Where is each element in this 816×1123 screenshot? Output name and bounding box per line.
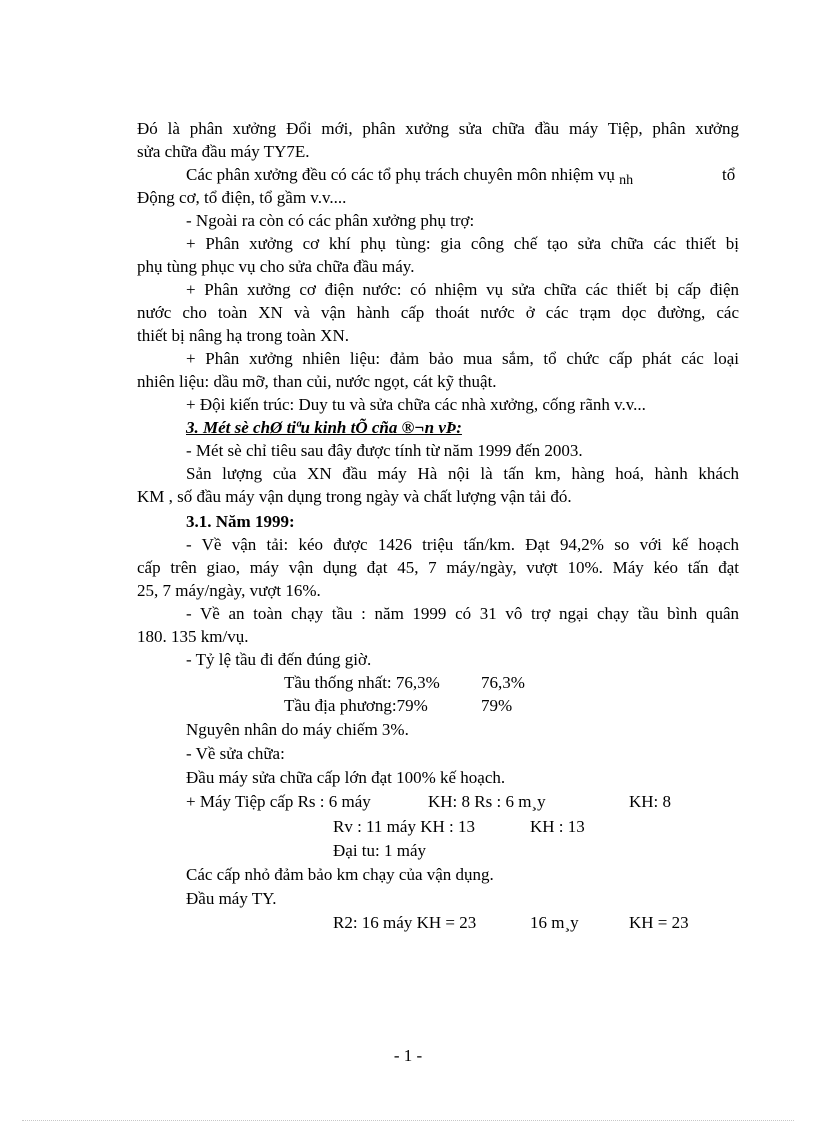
paragraph-line: - Về sửa chữa:	[186, 744, 285, 763]
table-cell: Rv : 11 máy KH : 13	[333, 817, 475, 836]
paragraph-line: - Về an toàn chạy tầu : năm 1999 có 31 vô trợ ngại chạy tầu bình quân	[186, 604, 739, 623]
paragraph-line: Sản lượng của XN đầu máy Hà nội là tấn km, hàng hoá, hành khách	[186, 464, 739, 483]
paragraph-line: - Tỷ lệ tầu đi đến đúng giờ.	[186, 650, 372, 669]
text-run: tổ	[722, 165, 736, 184]
paragraph-line: nước cho toàn XN và vận hành cấp thoát nước ở các trạm dọc đường, các	[137, 303, 739, 322]
paragraph-line: nhiên liệu: dầu mỡ, than củi, nước ngọt, cát kỹ thuật.	[137, 372, 497, 391]
paragraph-line: cấp trên giao, máy vận dụng đạt 45, 7 máy/ngày, vượt 10%. Máy kéo tấn đạt	[137, 558, 739, 577]
text-run: Các phân xưởng đều có các tổ phụ trách chuyên môn nhiệm vụ	[186, 165, 615, 184]
table-cell: Tầu địa phương:79%	[284, 696, 428, 715]
paragraph-line: - Mét sè chỉ tiêu sau đây được tính từ năm 1999 đến 2003.	[186, 441, 583, 460]
paragraph-line: + Phân xưởng cơ điện nước: có nhiệm vụ sửa chữa các thiết bị cấp điện	[186, 280, 739, 299]
table-cell: KH: 8	[629, 792, 672, 811]
page-number: - 1 -	[393, 1046, 423, 1065]
table-cell: KH = 23	[629, 913, 689, 932]
table-cell: Đại tu: 1 máy	[333, 841, 427, 860]
subsection-heading: 3.1. Năm 1999:	[186, 512, 295, 531]
paragraph-line: Đầu máy sửa chữa cấp lớn đạt 100% kế hoạch.	[186, 768, 506, 787]
paragraph-line: KM , số đầu máy vận dụng trong ngày và chất lượng vận tải đó.	[137, 487, 572, 506]
paragraph-line: 180. 135 km/vụ.	[137, 627, 249, 646]
table-cell: Tầu thống nhất: 76,3%	[284, 673, 440, 692]
paragraph-line: sửa chữa đầu máy TY7E.	[137, 142, 310, 161]
table-cell: 76,3%	[481, 673, 525, 692]
paragraph-line: + Đội kiến trúc: Duy tu và sửa chữa các nhà xưởng, cống rãnh v.v...	[186, 395, 646, 414]
paragraph-line: Động cơ, tổ điện, tổ gầm v.v....	[137, 188, 347, 207]
table-cell: R2: 16 máy KH = 23	[333, 913, 477, 932]
paragraph-line: Đầu máy TY.	[186, 889, 277, 908]
table-cell: + Máy Tiệp cấp Rs : 6 máy	[186, 792, 371, 811]
table-cell: KH: 8 Rs : 6 m¸y	[428, 792, 546, 811]
table-cell: 79%	[481, 696, 513, 715]
table-cell: KH : 13	[530, 817, 585, 836]
paragraph-line: Nguyên nhân do máy chiếm 3%.	[186, 720, 409, 739]
page-divider	[22, 1120, 794, 1121]
paragraph-line: - Ngoài ra còn có các phân xưởng phụ trợ:	[186, 211, 475, 230]
paragraph-line: + Phân xưởng nhiên liệu: đảm bảo mua sắm, tổ chức cấp phát các loại	[186, 349, 739, 368]
paragraph-line: - Về vận tải: kéo được 1426 triệu tấn/km. Đạt 94,2% so với kế hoạch	[186, 535, 739, 554]
paragraph-line: Các cấp nhỏ đảm bảo km chạy của vận dụng.	[186, 865, 494, 884]
table-cell: 16 m¸y	[530, 913, 579, 932]
section-heading: 3. Mét sè chØ tiªu kinh tÕ cña ®¬n vÞ:	[186, 418, 462, 437]
paragraph-line: thiết bị nâng hạ trong toàn XN.	[137, 326, 349, 345]
paragraph-line: + Phân xưởng cơ khí phụ tùng: gia công chế tạo sửa chữa các thiết bị	[186, 234, 739, 253]
paragraph-line: 25, 7 máy/ngày, vượt 16%.	[137, 581, 321, 600]
paragraph-line	[186, 165, 633, 187]
paragraph-line: Đó là phân xưởng Đổi mới, phân xưởng sửa chữa đầu máy Tiệp, phân xưởng	[137, 119, 739, 138]
paragraph-line: phụ tùng phục vụ cho sửa chữa đầu máy.	[137, 257, 415, 276]
subscript-text: nh	[619, 173, 634, 188]
